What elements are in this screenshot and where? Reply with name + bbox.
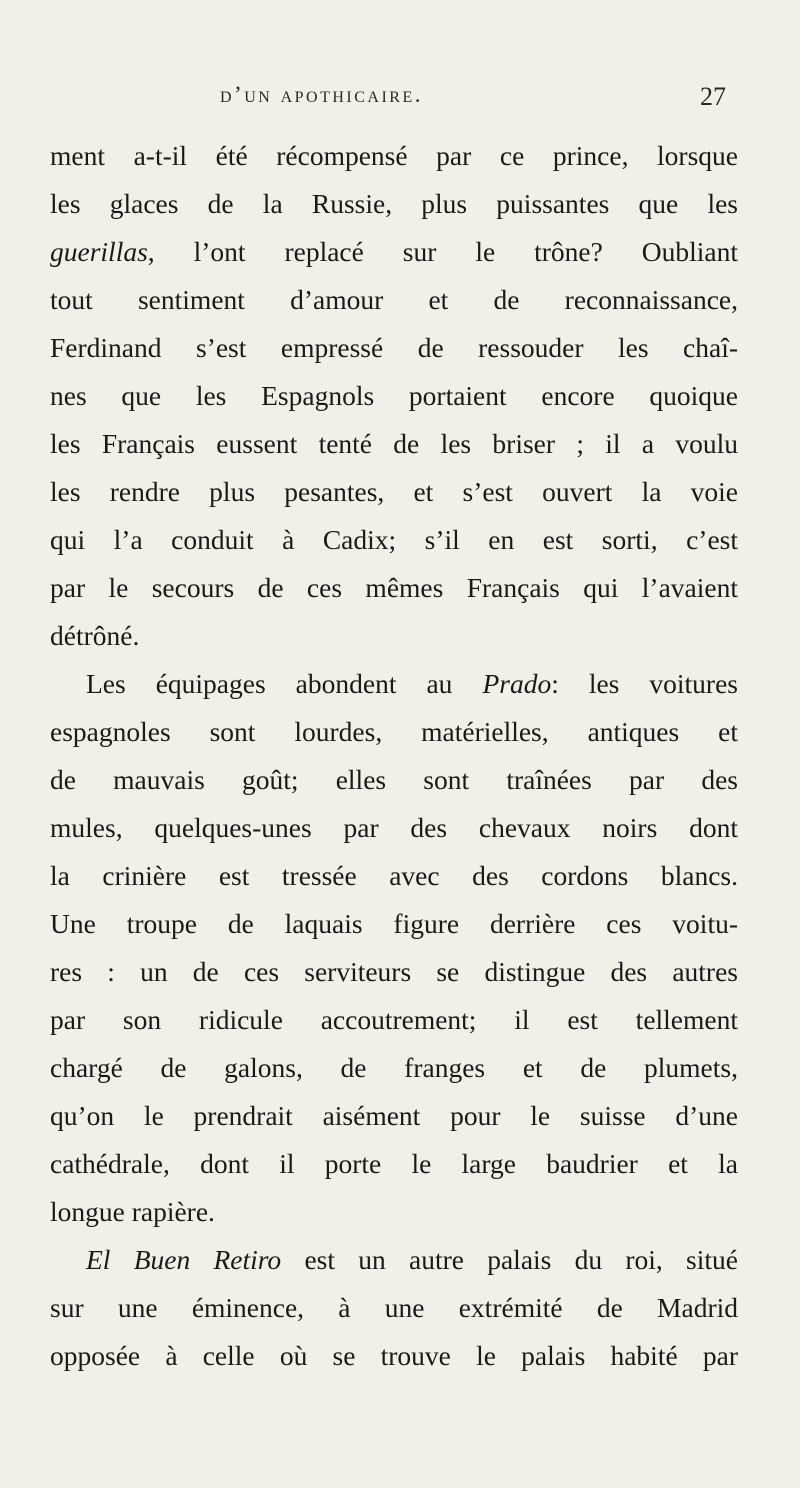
text-line: longue rapière. — [50, 1196, 215, 1227]
text-line: cathédrale, dont il porte le large baudrier et la — [50, 1148, 738, 1179]
text-line: qui l’a conduit à Cadix; s’il en est sorti, c’est — [50, 524, 738, 555]
text-line: les glaces de la Russie, plus puissantes que les — [50, 188, 738, 219]
text-line: les Français eussent tenté de les briser ; il a voulu — [50, 428, 738, 459]
text-line: tout sentiment d’amour et de reconnaissance, — [50, 284, 738, 315]
text-line: Ferdinand s’est empressé de ressouder les chaî- — [50, 332, 738, 363]
text-line: les rendre plus pesantes, et s’est ouvert la voie — [50, 476, 738, 507]
running-head: d’un apothicaire. — [220, 82, 423, 107]
text-line: Les équipages abondent au Prado: les voitures — [86, 668, 738, 699]
text-line: espagnoles sont lourdes, matérielles, antiques et — [50, 716, 738, 747]
page-number: 27 — [700, 82, 726, 111]
text-line: El Buen Retiro est un autre palais du roi, situé — [86, 1244, 738, 1275]
text-line: de mauvais goût; elles sont traînées par des — [50, 764, 738, 795]
text-line: res : un de ces serviteurs se distingue des autres — [50, 956, 738, 987]
text-line: la crinière est tressée avec des cordons blancs. — [50, 860, 738, 891]
text-line: par son ridicule accoutrement; il est tellement — [50, 1004, 738, 1035]
page-header — [0, 82, 800, 118]
text-line: détrôné. — [50, 620, 140, 651]
text-line: qu’on le prendrait aisément pour le suisse d’une — [50, 1100, 738, 1131]
text-line: sur une éminence, à une extrémité de Madrid — [50, 1292, 738, 1323]
text-line: opposée à celle où se trouve le palais habité par — [50, 1340, 738, 1371]
text-line: nes que les Espagnols portaient encore quoique — [50, 380, 738, 411]
text-line: chargé de galons, de franges et de plumets, — [50, 1052, 738, 1083]
text-line: Une troupe de laquais figure derrière ces voitu- — [50, 908, 738, 939]
body-text — [50, 132, 738, 1380]
text-line: par le secours de ces mêmes Français qui l’avaient — [50, 572, 738, 603]
text-line: mules, quelques-unes par des chevaux noirs dont — [50, 812, 738, 843]
text-line: ment a-t-il été récompensé par ce prince, lorsque — [50, 140, 738, 171]
text-line: guerillas, l’ont replacé sur le trône? Oubliant — [50, 236, 738, 267]
